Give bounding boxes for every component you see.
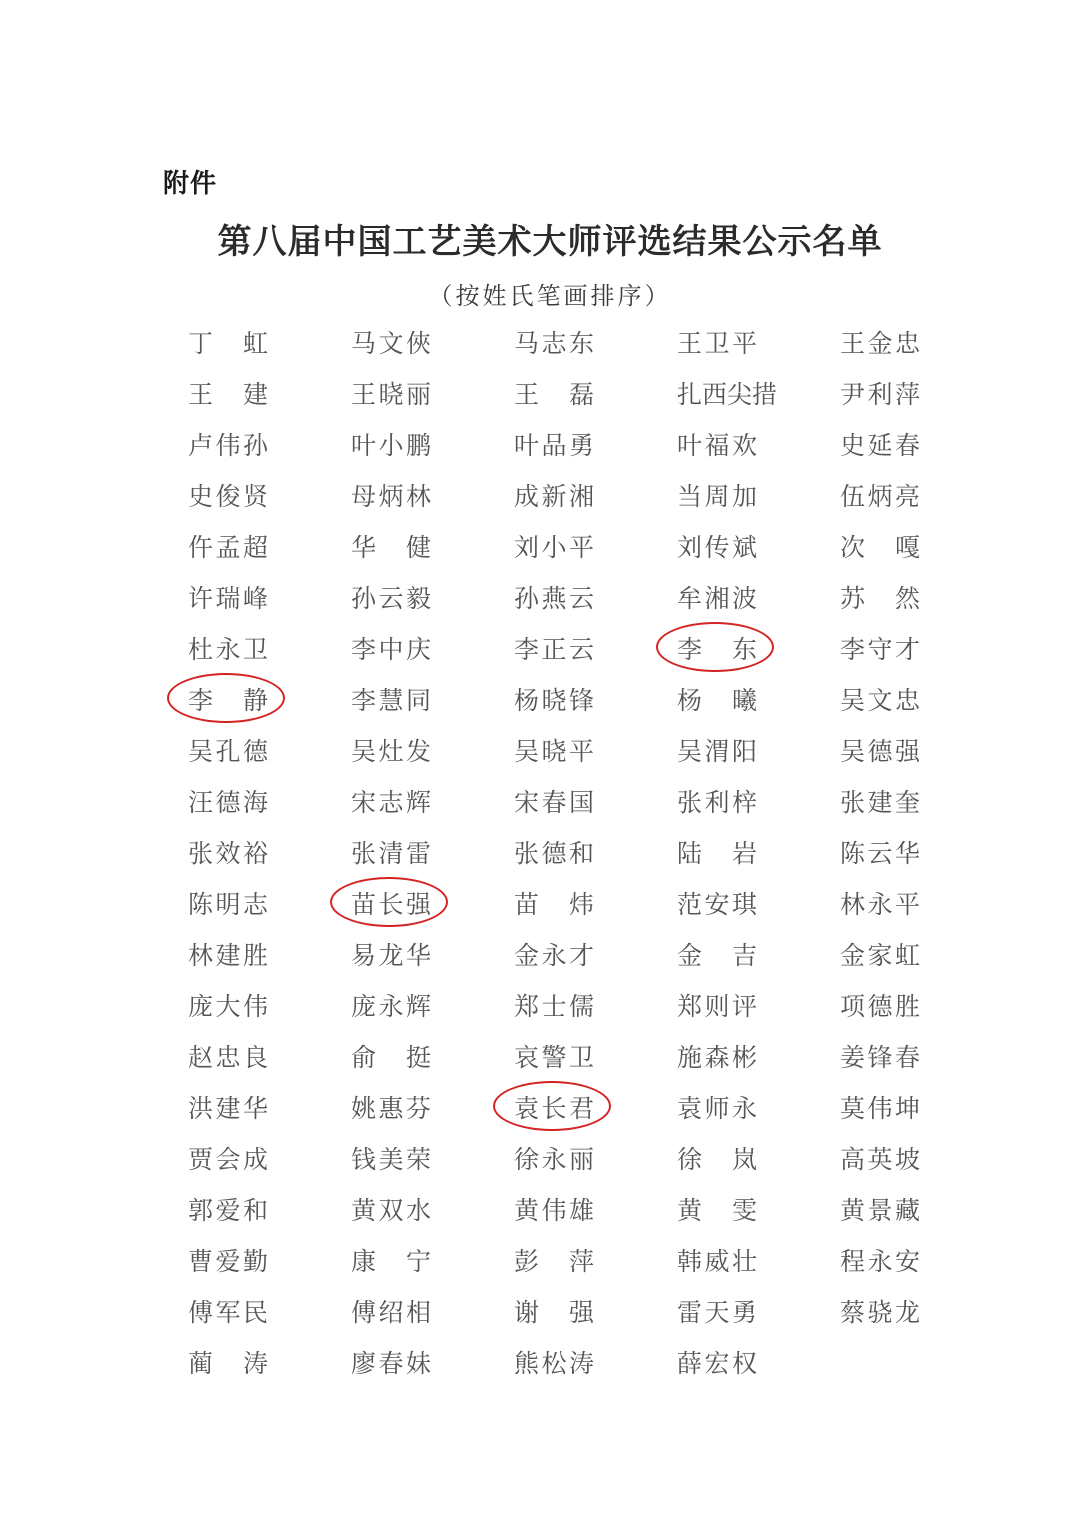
- name-row: [168, 1031, 968, 1082]
- name-cell: [657, 368, 820, 419]
- name-cell: [331, 776, 494, 827]
- name-text: 金 吉: [677, 941, 757, 970]
- name-cell: [494, 776, 657, 827]
- name-text: 程 永 安: [840, 1247, 920, 1276]
- name-cell: [331, 878, 494, 929]
- name-text: 孙 云 毅: [351, 584, 431, 613]
- name-text: 许 瑞 峰: [188, 584, 268, 613]
- name-cell: [494, 1184, 657, 1235]
- name-text: 林 建 胜: [188, 941, 268, 970]
- name-cell: [331, 725, 494, 776]
- name-cell: [494, 1031, 657, 1082]
- name-cell: [168, 980, 331, 1031]
- name-cell: [494, 929, 657, 980]
- name-cell: [657, 623, 820, 674]
- name-cell: [820, 980, 983, 1031]
- name-text: 易 龙 华: [351, 941, 431, 970]
- name-cell: [657, 1184, 820, 1235]
- attachment-label: 附件: [163, 169, 218, 199]
- name-cell: [494, 623, 657, 674]
- name-row: [168, 776, 968, 827]
- name-text: 华 健: [351, 533, 431, 562]
- name-text: 卢 伟 孙: [188, 431, 268, 460]
- name-text: 曹 爱 勤: [188, 1247, 268, 1276]
- name-text: 高 英 坡: [840, 1145, 920, 1174]
- name-cell: [494, 368, 657, 419]
- name-text: 母 炳 林: [351, 482, 431, 511]
- name-text: 苗 炜: [514, 890, 594, 919]
- name-text: 韩 威 壮: [677, 1247, 757, 1276]
- name-cell: [657, 1031, 820, 1082]
- document-title: 第八届中国工艺美术大师评选结果公示名单: [217, 222, 883, 262]
- name-cell: [168, 368, 331, 419]
- name-text: 雷 天 勇: [677, 1298, 757, 1327]
- name-cell: [820, 572, 983, 623]
- name-cell: [168, 1286, 331, 1337]
- name-cell: [331, 980, 494, 1031]
- name-row: [168, 1337, 968, 1388]
- name-cell: [168, 776, 331, 827]
- name-text: 金 家 虹: [840, 941, 920, 970]
- name-text: 史 俊 贤: [188, 482, 268, 511]
- name-cell: [331, 827, 494, 878]
- name-row: [168, 980, 968, 1031]
- name-cell: [168, 317, 331, 368]
- name-cell: [168, 1082, 331, 1133]
- name-cell: [331, 1082, 494, 1133]
- name-row: [168, 572, 968, 623]
- name-cell: [494, 827, 657, 878]
- name-text: 吴 渭 阳: [677, 737, 757, 766]
- name-text: 孙 燕 云: [514, 584, 594, 613]
- name-row: [168, 878, 968, 929]
- name-text: 叶 品 勇: [514, 431, 594, 460]
- name-text: 林 永 平: [840, 890, 920, 919]
- name-row: [168, 419, 968, 470]
- name-text: 张 利 梓: [677, 788, 757, 817]
- name-cell: [168, 419, 331, 470]
- name-text: 宋 春 国: [514, 788, 594, 817]
- name-cell: [494, 521, 657, 572]
- name-text: 陆 岩: [677, 839, 757, 868]
- name-cell: [657, 725, 820, 776]
- name-row: [168, 1082, 968, 1133]
- name-text: 王 磊: [514, 380, 594, 409]
- name-cell: [820, 1082, 983, 1133]
- name-cell: [494, 725, 657, 776]
- name-cell: [657, 878, 820, 929]
- name-text: 李 东: [677, 635, 757, 664]
- name-cell: [168, 1031, 331, 1082]
- name-row: [168, 725, 968, 776]
- name-cell: [657, 674, 820, 725]
- name-text: 薛 宏 权: [677, 1349, 757, 1378]
- name-row: [168, 1235, 968, 1286]
- name-cell: [820, 827, 983, 878]
- name-cell: [494, 419, 657, 470]
- name-text: 俞 挺: [351, 1043, 431, 1072]
- name-cell: [331, 470, 494, 521]
- name-cell: [820, 1184, 983, 1235]
- name-cell: [331, 572, 494, 623]
- name-cell: [331, 1337, 494, 1388]
- name-row: [168, 929, 968, 980]
- name-text: 汪 德 海: [188, 788, 268, 817]
- name-text: 苏 然: [840, 584, 920, 613]
- name-cell: [820, 623, 983, 674]
- name-row: [168, 623, 968, 674]
- name-text: 郑 则 评: [677, 992, 757, 1021]
- name-text: 吴 灶 发: [351, 737, 431, 766]
- name-cell: [168, 674, 331, 725]
- name-row: [168, 674, 968, 725]
- name-row: [168, 368, 968, 419]
- name-cell: [331, 368, 494, 419]
- name-text: 吴 文 忠: [840, 686, 920, 715]
- name-text: 杨 曦: [677, 686, 757, 715]
- name-text: 陈 云 华: [840, 839, 920, 868]
- name-text: 李 静: [188, 686, 268, 715]
- name-cell: [331, 1184, 494, 1235]
- name-cell: [494, 1082, 657, 1133]
- name-cell: [657, 1235, 820, 1286]
- name-cell: [168, 827, 331, 878]
- name-cell: [820, 419, 983, 470]
- name-cell: [820, 1031, 983, 1082]
- name-text: 廖 春 妹: [351, 1349, 431, 1378]
- name-text: 李 守 才: [840, 635, 920, 664]
- name-text: 王 卫 平: [677, 329, 757, 358]
- name-cell: [494, 1235, 657, 1286]
- name-row: [168, 521, 968, 572]
- name-text: 张 德 和: [514, 839, 594, 868]
- name-text: 黄 雯: [677, 1196, 757, 1225]
- name-text: 成 新 湘: [514, 482, 594, 511]
- name-cell: [657, 776, 820, 827]
- name-row: [168, 470, 968, 521]
- name-text: 莫 伟 坤: [840, 1094, 920, 1123]
- name-cell: [657, 317, 820, 368]
- name-text: 吴 德 强: [840, 737, 920, 766]
- name-text: 王 金 忠: [840, 329, 920, 358]
- name-cell: [494, 674, 657, 725]
- name-cell: [820, 1286, 983, 1337]
- name-text: 康 宁: [351, 1247, 431, 1276]
- name-text: 庞 大 伟: [188, 992, 268, 1021]
- name-text: 苗 长 强: [351, 890, 431, 919]
- name-cell: [820, 725, 983, 776]
- name-cell: [168, 1184, 331, 1235]
- name-text: 袁 长 君: [514, 1094, 594, 1123]
- name-cell: [820, 368, 983, 419]
- name-cell: [657, 419, 820, 470]
- name-cell: [657, 980, 820, 1031]
- name-cell: [331, 674, 494, 725]
- name-cell: [331, 1286, 494, 1337]
- name-cell: [331, 419, 494, 470]
- name-cell: [168, 623, 331, 674]
- name-text: 项 德 胜: [840, 992, 920, 1021]
- name-cell: [820, 674, 983, 725]
- name-cell: [820, 521, 983, 572]
- name-text: 仵 孟 超: [188, 533, 268, 562]
- name-text: 哀 警 卫: [514, 1043, 594, 1072]
- name-text: 姚 惠 芬: [351, 1094, 431, 1123]
- name-text: 施 森 彬: [677, 1043, 757, 1072]
- name-text: 傅 绍 相: [351, 1298, 431, 1327]
- name-cell: [657, 521, 820, 572]
- name-text: 王 建: [188, 380, 268, 409]
- name-text: 范 安 琪: [677, 890, 757, 919]
- name-cell: [820, 1133, 983, 1184]
- name-text: 刘 传 斌: [677, 533, 757, 562]
- name-cell: [657, 572, 820, 623]
- name-cell: [657, 1082, 820, 1133]
- name-cell: [494, 1337, 657, 1388]
- name-text: 王 晓 丽: [351, 380, 431, 409]
- name-text: 徐 永 丽: [514, 1145, 594, 1174]
- name-text: 蔡 骁 龙: [840, 1298, 920, 1327]
- name-row: [168, 1286, 968, 1337]
- name-cell: [331, 317, 494, 368]
- name-cell: [168, 1337, 331, 1388]
- name-text: 郑 士 儒: [514, 992, 594, 1021]
- name-list-grid: [168, 317, 968, 1388]
- name-text: 李 中 庆: [351, 635, 431, 664]
- name-text: 叶 福 欢: [677, 431, 757, 460]
- name-cell: [657, 827, 820, 878]
- name-text: 伍 炳 亮: [840, 482, 920, 511]
- name-text: 金 永 才: [514, 941, 594, 970]
- name-cell: [820, 878, 983, 929]
- name-text: 尹 利 萍: [840, 380, 920, 409]
- name-text: 马 文 俠: [351, 329, 431, 358]
- name-cell: [494, 1286, 657, 1337]
- name-text: 蔺 涛: [188, 1349, 268, 1378]
- name-cell: [168, 470, 331, 521]
- name-row: [168, 1133, 968, 1184]
- name-text: 刘 小 平: [514, 533, 594, 562]
- name-text: 当 周 加: [677, 482, 757, 511]
- name-cell: [331, 623, 494, 674]
- name-text: 吴 孔 德: [188, 737, 268, 766]
- name-row: [168, 827, 968, 878]
- name-text: 彭 萍: [514, 1247, 594, 1276]
- name-text: 赵 忠 良: [188, 1043, 268, 1072]
- name-cell: [168, 929, 331, 980]
- name-text: 徐 岚: [677, 1145, 757, 1174]
- name-cell: [331, 521, 494, 572]
- name-text: 张 清 雷: [351, 839, 431, 868]
- name-cell: [168, 572, 331, 623]
- name-cell: [494, 572, 657, 623]
- name-row: [168, 317, 968, 368]
- name-text: 姜 锋 春: [840, 1043, 920, 1072]
- name-text: 扎 西 尖 措: [677, 380, 778, 409]
- name-cell: [494, 1133, 657, 1184]
- name-cell: [168, 878, 331, 929]
- name-text: 谢 强: [514, 1298, 594, 1327]
- name-text: 庞 永 辉: [351, 992, 431, 1021]
- name-cell: [494, 980, 657, 1031]
- name-cell: [657, 470, 820, 521]
- name-text: 黄 景 藏: [840, 1196, 920, 1225]
- name-text: 李 慧 同: [351, 686, 431, 715]
- document-subtitle: （按姓氏笔画排序）: [428, 282, 672, 310]
- name-text: 杨 晓 锋: [514, 686, 594, 715]
- name-text: 马 志 东: [514, 329, 594, 358]
- name-cell: [657, 1286, 820, 1337]
- name-cell: [168, 725, 331, 776]
- name-text: 熊 松 涛: [514, 1349, 594, 1378]
- name-text: 陈 明 志: [188, 890, 268, 919]
- name-text: 牟 湘 波: [677, 584, 757, 613]
- name-text: 次 嘎: [840, 533, 920, 562]
- name-text: 贾 会 成: [188, 1145, 268, 1174]
- name-text: 袁 师 永: [677, 1094, 757, 1123]
- name-text: 史 延 春: [840, 431, 920, 460]
- name-text: 李 正 云: [514, 635, 594, 664]
- name-text: 宋 志 辉: [351, 788, 431, 817]
- name-row: [168, 1184, 968, 1235]
- name-text: 叶 小 鹏: [351, 431, 431, 460]
- name-text: 黄 伟 雄: [514, 1196, 594, 1225]
- name-cell: [331, 1235, 494, 1286]
- name-cell: [494, 317, 657, 368]
- name-text: 钱 美 荣: [351, 1145, 431, 1174]
- name-cell: [494, 470, 657, 521]
- name-text: 张 建 奎: [840, 788, 920, 817]
- name-cell: [820, 776, 983, 827]
- name-text: 洪 建 华: [188, 1094, 268, 1123]
- name-cell: [657, 1133, 820, 1184]
- name-cell: [657, 929, 820, 980]
- name-cell: [168, 1235, 331, 1286]
- name-text: 傅 军 民: [188, 1298, 268, 1327]
- name-cell: [820, 929, 983, 980]
- name-cell: [331, 929, 494, 980]
- name-text: 郭 爱 和: [188, 1196, 268, 1225]
- name-cell: [820, 317, 983, 368]
- name-cell: [820, 470, 983, 521]
- name-text: 杜 永 卫: [188, 635, 268, 664]
- name-cell: [331, 1133, 494, 1184]
- name-cell: [168, 1133, 331, 1184]
- name-text: 丁 虹: [188, 329, 268, 358]
- name-text: 吴 晓 平: [514, 737, 594, 766]
- name-cell: [657, 1337, 820, 1388]
- name-cell: [494, 878, 657, 929]
- name-text: 张 效 裕: [188, 839, 268, 868]
- name-text: 黄 双 水: [351, 1196, 431, 1225]
- name-cell: [168, 521, 331, 572]
- name-cell: [331, 1031, 494, 1082]
- name-cell: [820, 1235, 983, 1286]
